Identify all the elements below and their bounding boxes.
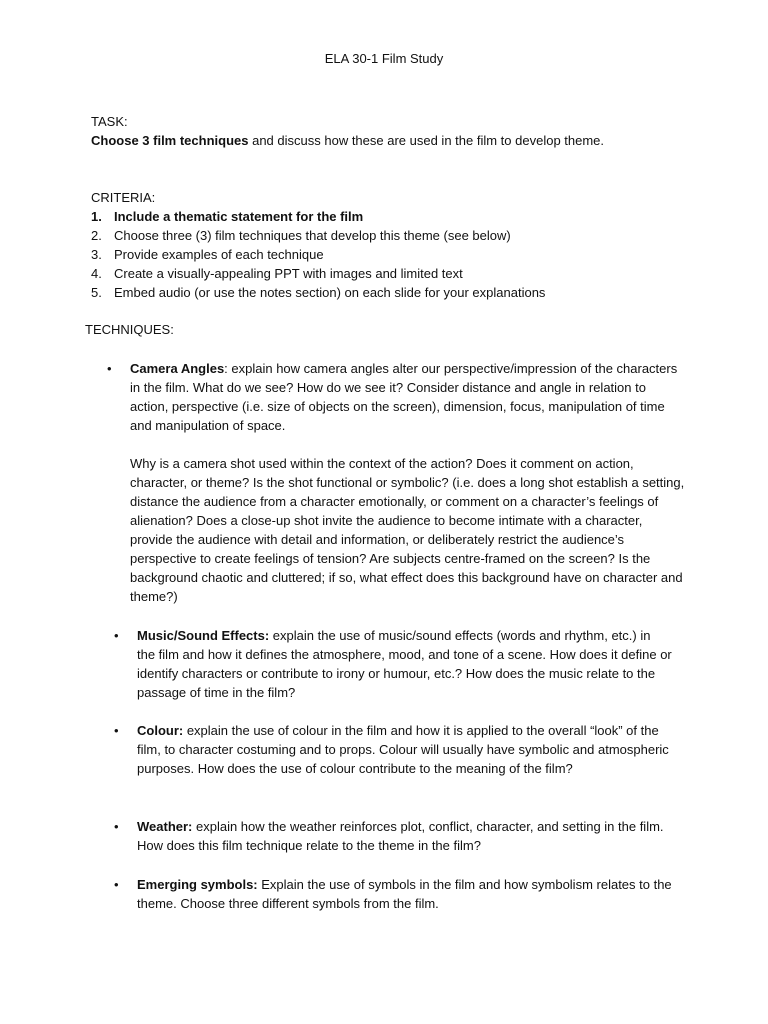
technique-paragraph (130, 359, 685, 435)
criteria-item-number: 2. (91, 228, 102, 243)
technique-text: explain how the weather reinforces plot, conflict, character, and setting in the film. How does this film technique relate to the theme in the film? (137, 819, 664, 853)
criteria-item-text: Embed audio (or use the notes section) on each slide for your explanations (114, 285, 546, 300)
technique-music-sound (114, 626, 672, 702)
criteria-item (91, 226, 711, 245)
technique-paragraph (137, 721, 672, 778)
bullet-icon: • (107, 361, 112, 376)
bullet-icon: • (114, 877, 119, 892)
criteria-item-number: 4. (91, 266, 102, 281)
criteria-item-text: Include a thematic statement for the film (114, 209, 364, 224)
technique-label: Colour: (137, 723, 184, 738)
task-lead-rest: and discuss how these are used in the film to develop theme. (248, 133, 605, 148)
criteria-item (91, 283, 711, 302)
technique-paragraph (137, 817, 682, 855)
technique-paragraph (137, 875, 672, 913)
technique-paragraph-2: Why is a camera shot used within the context of the action? Does it comment on action, character, or theme? Is the shot functional or symbolic? (i.e. does a long shot establish a setting, distance the audience from a character emotionally, or comment on a character’s feelings of alienation? Does a close-up shot invite the audience to become intimate with a character, provide the audience with detail and information, or deliberately restrict the audience’s perspective to create feelings of tension? Are subjects centre-framed on the screen? Is the background chaotic and cluttered; if so, what effect does this background have on character and theme?) (130, 456, 685, 604)
criteria-item-text: Provide examples of each technique (114, 247, 324, 262)
criteria-item-number: 1. (91, 209, 102, 224)
technique-label: Camera Angles (130, 361, 225, 376)
criteria-item (91, 264, 711, 283)
technique-label: Weather: (137, 819, 193, 834)
criteria-item (91, 245, 711, 264)
technique-label: Emerging symbols: (137, 877, 258, 892)
technique-camera-angles (107, 359, 685, 606)
task-heading: TASK: (91, 114, 128, 129)
criteria-item (91, 207, 711, 226)
technique-paragraph (137, 626, 672, 702)
technique-label: Music/Sound Effects: (137, 628, 270, 643)
criteria-item-text: Create a visually-appealing PPT with images and limited text (114, 266, 463, 281)
technique-colour (114, 721, 672, 778)
bullet-icon: • (114, 723, 119, 738)
technique-emerging-symbols (114, 875, 672, 913)
technique-text: explain the use of colour in the film and how it is applied to the overall “look” of the film, to character costuming and to props. Colour will usually have symbolic and atmospheric purposes. How does the use of colour contribute to the meaning of the film? (137, 723, 669, 776)
technique-weather (114, 817, 682, 855)
criteria-list (91, 207, 711, 302)
bullet-icon: • (114, 819, 119, 834)
criteria-heading: CRITERIA: (91, 190, 156, 205)
technique-text: : explain how camera angles alter our perspective/impression of the characters in the film. What do we see? How do we see it? Consider distance and angle in relation to action, perspective (i.e. size of objects on the screen), dimension, focus, manipulation of time and manipulation of space. (130, 361, 678, 433)
task-lead-bold: Choose 3 film techniques (91, 133, 249, 148)
page-title: ELA 30-1 Film Study (324, 51, 444, 66)
technique-text: Explain the use of symbols in the film and how symbolism relates to the theme. Choose three different symbols from the film. (137, 877, 672, 911)
task-description (91, 131, 711, 150)
criteria-item-number: 5. (91, 285, 102, 300)
criteria-item-number: 3. (91, 247, 102, 262)
criteria-item-text: Choose three (3) film techniques that develop this theme (see below) (114, 228, 511, 243)
techniques-heading: TECHNIQUES: (85, 322, 174, 337)
technique-text: explain the use of music/sound effects (words and rhythm, etc.) in the film and how it defines the atmosphere, mood, and tone of a scene. How does it define or identify characters or contribute to irony or humour, etc.? How does the music relate to the passage of time in the film? (137, 628, 672, 700)
bullet-icon: • (114, 628, 119, 643)
